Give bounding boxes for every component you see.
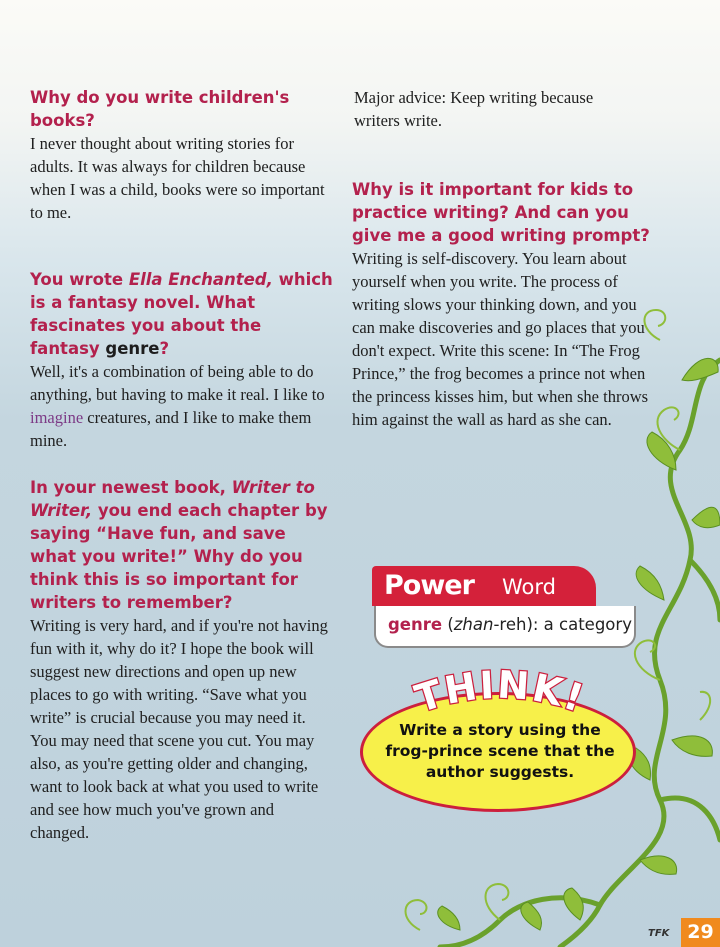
power-label: Power [384,570,474,601]
answer-4: Writing is self-discovery. You learn about yourself when you write. The process of writing slows your thinking down, and you can make discoveries and go places that you don't expect. Write this scene: In “The Frog Prince,” the frog becomes a prince not when the princess kisses him, but when she throws him against the wall as hard as she can. [352,249,649,429]
power-word-definition: genre (zhan-reh): a category [388,615,632,634]
magazine-tag: TFK [648,928,670,939]
answer-1: I never thought about writing stories for adults. It was always for children because when I was a child, books were so important to me. [30,134,325,222]
power-word-box [372,566,636,648]
right-column [354,86,654,132]
question-2: You wrote Ella Enchanted, which is a fantasy novel. What fascinates you about the fantasy genre? [30,270,333,358]
think-prompt: Write a story using the frog-prince scene that the author suggests. [385,721,615,781]
answer-2: Well, it's a combination of being able to do anything, but having to make it real. I like to imagine creatures, and I like to make them mine. [30,362,325,450]
answer-3: Writing is very hard, and if you're not having fun with it, why do it? I hope the book will suggest new directions and open up new places to go with writing. “Save what you write” is crucial because you may need it. You may need that scene you cut. You may also, as you're getting older and changing, want to look back at what you used to write and see how much you've grown and changed. [30,616,328,842]
svg-text:THINK! [410,668,591,721]
highlight-word-imagine: imagine [30,408,84,427]
word-label: Word [502,575,556,599]
left-column-block-2 [30,268,335,452]
think-title [358,668,642,728]
question-4: Why is it important for kids to practice writing? And can you give me a good writing prompt? [352,180,650,245]
major-advice: Major advice: Keep writing because writers write. [354,88,594,130]
left-column [30,86,335,224]
question-3: In your newest book, Writer to Writer, you end each chapter by saying “Have fun, and save what you write!” Why do you think this is so important for writers to remember? [30,478,328,612]
think-title-text: THINK! [410,668,591,722]
left-column-block-3 [30,476,335,844]
think-bubble [358,668,642,818]
right-column-block-2 [352,178,657,431]
question-1: Why do you write children's books? [30,88,290,130]
power-word-header [372,566,596,606]
power-word-definition-box [374,606,636,648]
page-number: 29 [681,918,720,947]
